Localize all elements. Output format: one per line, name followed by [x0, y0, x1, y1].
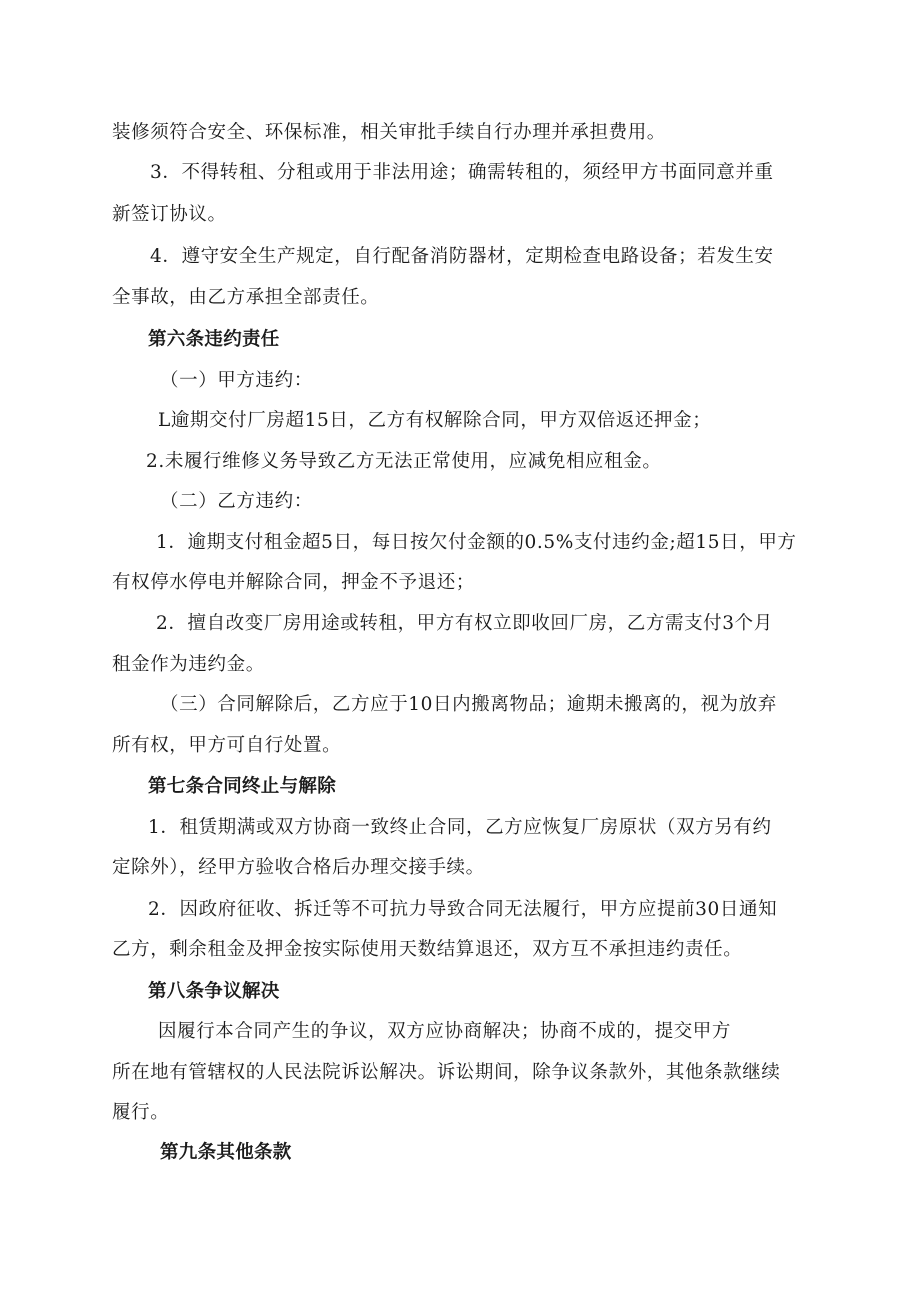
subsection-label: （一）甲方违约： [160, 370, 313, 391]
paragraph-line: 3．不得转租、分租或用于非法用途；确需转租的，须经甲方书面同意并重 [150, 162, 774, 183]
paragraph-line: 2．擅自改变厂房用途或转租，甲方有权立即收回厂房，乙方需支付3个月 [156, 613, 773, 634]
paragraph-line: 4．遵守安全生产规定，自行配备消防器材，定期检查电路设备；若发生安 [150, 246, 774, 267]
section-heading: 第七条合同终止与解除 [148, 776, 337, 797]
paragraph-line: 租金作为违约金。 [112, 654, 265, 675]
paragraph-line: 定除外），经甲方验收合格后办理交接手续。 [112, 857, 485, 878]
paragraph-line: 2．因政府征收、拆迁等不可抗力导致合同无法履行，甲方应提前30日通知 [148, 899, 778, 920]
paragraph-line: 装修须符合安全、环保标准，相关审批手续自行办理并承担费用。 [112, 122, 666, 143]
paragraph-line: 所有权，甲方可自行处置。 [112, 735, 342, 756]
paragraph-line: （三）合同解除后，乙方应于10日内搬离物品；逾期未搬离的，视为放弃 [160, 694, 777, 715]
paragraph-line: 履行。 [112, 1102, 170, 1123]
paragraph-line: 全事故，由乙方承担全部责任。 [112, 287, 380, 308]
paragraph-line: 所在地有管辖权的人民法院诉讼解决。诉讼期间，除争议条款外，其他条款继续 [112, 1062, 781, 1083]
paragraph-line: 1．租赁期满或双方协商一致终止合同，乙方应恢复厂房原状（双方另有约 [148, 817, 772, 838]
paragraph-line: L逾期交付厂房超15日，乙方有权解除合同，甲方双倍返还押金； [158, 410, 712, 431]
subsection-label: （二）乙方违约： [160, 491, 313, 512]
paragraph-line: 因履行本合同产生的争议，双方应协商解决；协商不成的，提交甲方 [158, 1021, 732, 1042]
paragraph-line: 新签订协议。 [112, 204, 227, 225]
paragraph-line: 乙方，剩余租金及押金按实际使用天数结算退还，双方互不承担违约责任。 [112, 939, 743, 960]
paragraph-line: 1．逾期支付租金超5日，每日按欠付金额的0.5%支付违约金;超15日，甲方 [156, 532, 797, 553]
section-heading: 第八条争议解决 [148, 981, 280, 1002]
section-heading: 第六条违约责任 [148, 329, 280, 350]
paragraph-line: 2.未履行维修义务导致乙方无法正常使用，应减免相应租金。 [146, 451, 662, 472]
section-heading: 第九条其他条款 [160, 1142, 292, 1163]
paragraph-line: 有权停水停电并解除合同，押金不予退还； [112, 572, 475, 593]
